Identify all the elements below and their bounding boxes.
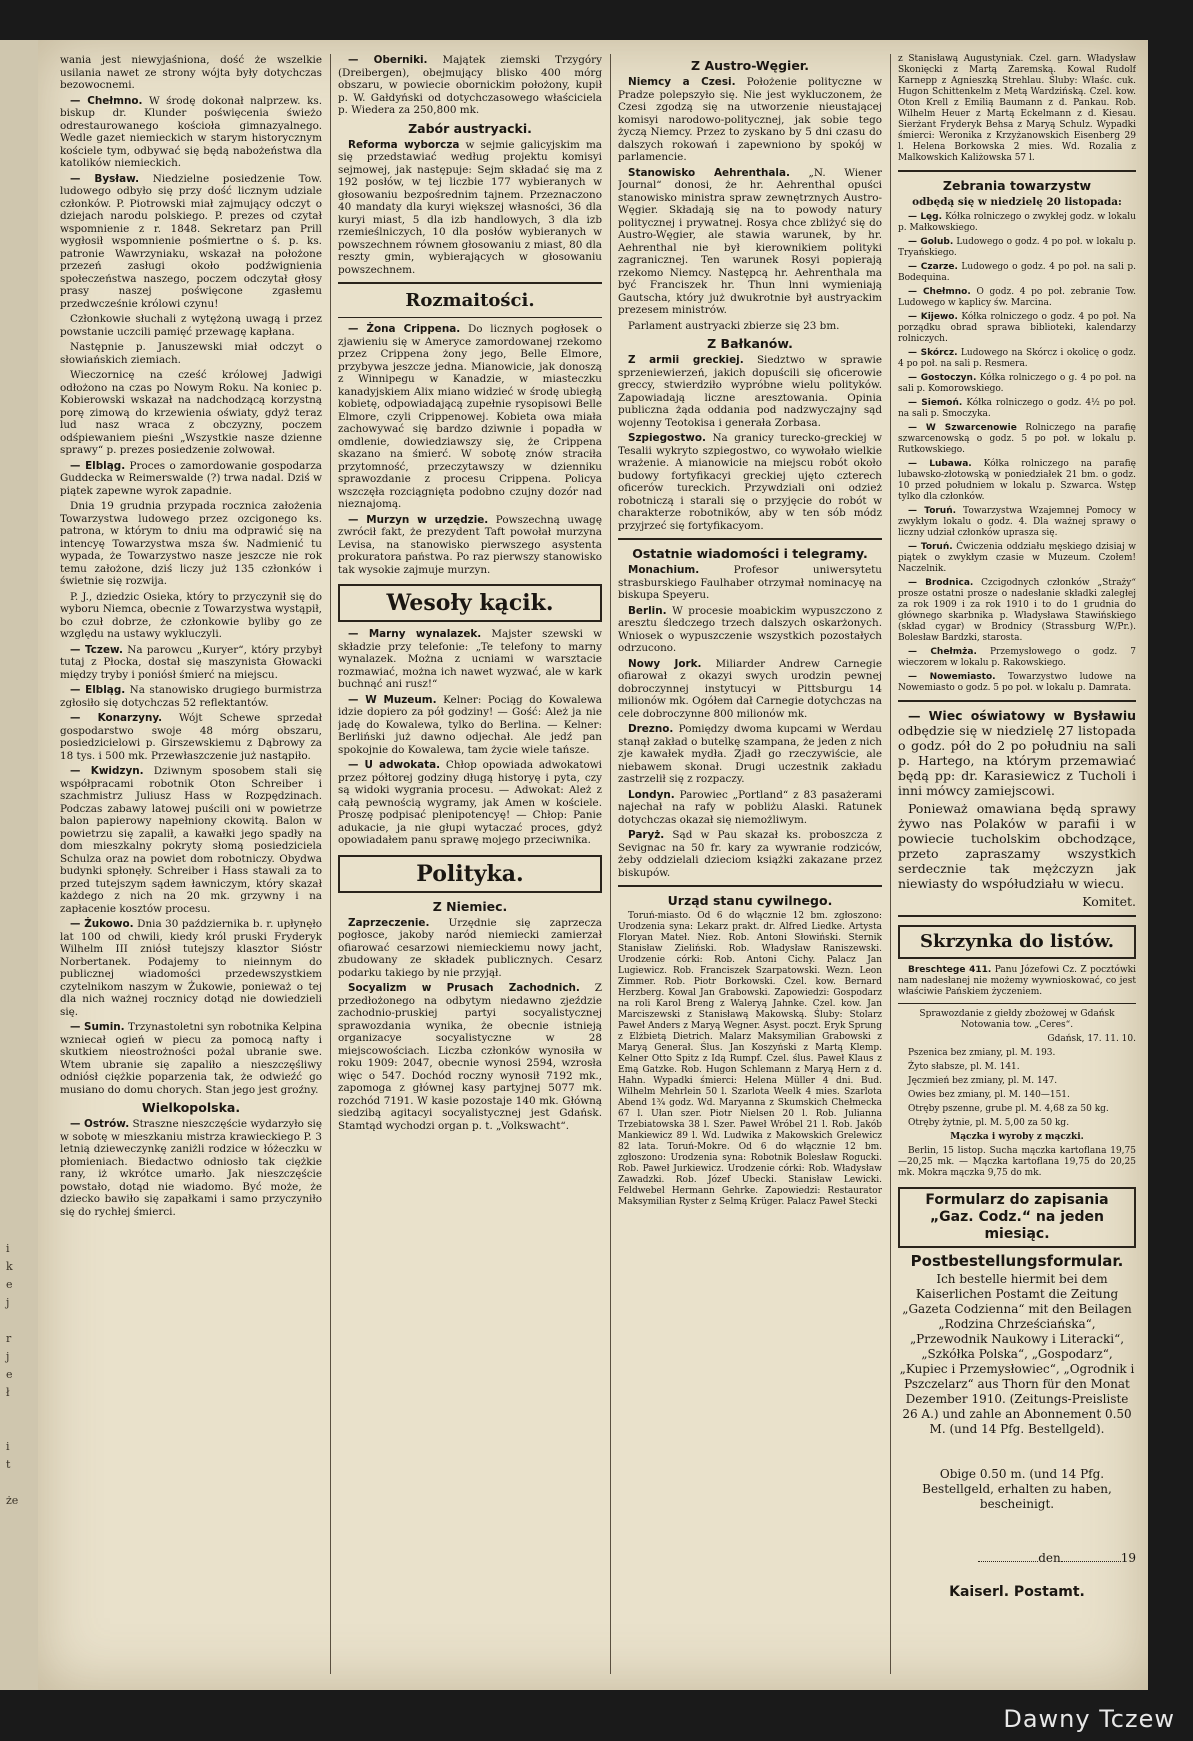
article-text: W środę dokonał nalprzew. ks. biskup dr. Klunder poświęcenia świeżo odrestaurowanego kościoła gimnazyalnego. Wedle gazet niemieckich w starym historycznym kościele tym, odbywać się będą nabożeństwa dla katolików niemieckich. bbox=[60, 94, 322, 169]
article-title: Stanowisko Aehrenthala. bbox=[628, 166, 790, 179]
meeting-item bbox=[898, 672, 1136, 694]
place-name: — Sumin. bbox=[70, 1021, 125, 1033]
divider bbox=[898, 170, 1136, 172]
meeting-text: Towarzystwo ludowe na Nowemiasto o godz. 5 po poł. w lokalu p. Damrata. bbox=[898, 671, 1136, 693]
subscription-form-title: Formularz do zapisania „Gaz. Codz.“ na jeden miesiąc. bbox=[898, 1187, 1136, 1248]
meeting-text: Kółka rolniczego na parafię lubawsko-złotowską w poniedziałek 21 bm. o godz. 10 przed południem w lokalu p. Szwarca. Wstęp tylko dla członków. bbox=[898, 458, 1136, 502]
place-name: — Lęg. bbox=[908, 211, 943, 222]
post-office-stamp: Kaiserl. Postamt. bbox=[949, 1584, 1085, 1600]
notice bbox=[898, 708, 1136, 798]
divider bbox=[618, 538, 882, 540]
article-text: Członkowie słuchali z wytężoną uwagą i przez powstanie uczcili pamięć przewagę kapłana. bbox=[60, 313, 322, 338]
article bbox=[60, 1021, 322, 1096]
article bbox=[60, 712, 322, 762]
article-text: Parlament austryacki zbierze się 23 bm. bbox=[628, 319, 840, 332]
article bbox=[60, 918, 322, 1018]
article-text: Położenie polityczne w Pradze polepszyło się. Nie jest wykluczonem, że Czesi zgodzą się na utworzenie nieustającej komisyi narodowo-politycznej, jak sobie tego życzą Niemcy. Przez to zyskano by 5 dni czasu do dalszych rokowań i zapewniono by spokój w parlamencie. bbox=[618, 76, 882, 163]
section-heading: Urząd stanu cywilnego. bbox=[667, 893, 833, 908]
exchange-date: Gdańsk, 17. 11. 10. bbox=[1047, 1033, 1136, 1044]
place-name: — Elbląg. bbox=[70, 684, 126, 696]
article-text: Straszne nieszczęście wydarzyło się w sobotę w mieszkaniu mistrza krawieckiego P. 3 letnią dzieweczynkę zaniżli rodzice w łóżeczku w płomieniach. Biedactwo odniosło tak ciężkie rany, iż wkrótce umarło. Jak nieszczęście powstało, dotąd nie wiadomo. Być może, że dziecko bawiło się zapałkami i samo przyczyniło się do rychłej śmierci. bbox=[60, 1118, 322, 1218]
blank-line bbox=[978, 1561, 1038, 1562]
notice-text: Ponieważ omawiana będą sprawy żywo nas Polaków w parafii i w powiecie tucholskim obchodzące, przeto zapraszamy wszystkich serdecznie tak mężczyzn jak niewiasty do współudziału w wiecu. bbox=[898, 800, 1136, 891]
civil-registry-text: z Stanisławą Augustyniak. Czel. garn. Władysław Skonięcki z Martą Zaremską. Kowal Rudolf Karnepp z Agnieszką Strehlau. Śluby: Właśc. cuk. Hugon Schittenkelm z Metą Wardzińską. Czel. kow. Oton Krell z Emilią Baumann z d. Pankau. Rob. Wilhelm Heuer z Martą Eckelmann z d. Kiesau. Sierżant Fryderyk Behsa z Maryą Schulz. Wypadki śmierci: Weronika z Krzyżanowskich Eisenberg 29 l. Helena Borkowska 2 mies. Wd. Rozalia z Malkowskich Kaliżowska 57 l. bbox=[898, 54, 1136, 163]
exchange-row: Pszenica bez zmiany, pl. M. 193. bbox=[908, 1047, 1056, 1058]
form-heading: Postbestellungsformular. bbox=[910, 1251, 1124, 1270]
article bbox=[618, 76, 882, 164]
meeting-text: O godz. 4 po poł. zebranie Tow. Ludowego w kaplicy św. Marcina. bbox=[898, 286, 1136, 308]
article bbox=[60, 460, 322, 498]
meeting-text: Rolniczego na parafię szwarcenowską o godz. 5 po poł. w lokalu p. Rutkowskiego. bbox=[898, 422, 1136, 455]
article bbox=[338, 514, 602, 577]
place-name: — Tczew. bbox=[70, 643, 123, 656]
article-title: Socyalizm w Prusach Zachodnich. bbox=[348, 982, 580, 994]
article bbox=[618, 564, 882, 602]
article-text: w sejmie galicyjskim ma się przedstawiać według projektu komisyi sejmowej, jak następuje: Sejm składać się ma z 192 posłów, w tej liczbie 177 wybieranych w głosowaniu bezpośrednim tajnem. Przeznaczono 40 mandaty dla kuryi większej własności, 36 dla kuryi miast, 5 dla izb handlowych, 3 dla izb rzemieślniczych, 10 dla posłów wybieranych w powszechnem równem głosowaniu z miast, 80 dla reszty gmin, wybierających w głosowaniu powszechnem. bbox=[338, 138, 602, 276]
article bbox=[60, 765, 322, 915]
letter-item bbox=[898, 965, 1136, 998]
meeting-item bbox=[898, 647, 1136, 669]
article bbox=[338, 139, 602, 277]
meeting-text: Ćwiczenia oddziału męskiego dzisiaj w piątek o zwykłym czasie w Muzeum. Czołem! Naczelnik. bbox=[898, 541, 1136, 574]
article-text: Siedztwo w sprawie sprzeniewierzeń, jakich dopuścili się oficerowie greccy, stwierdziło wypróbne wielu polityków. Zapowiadają liczne aresztowania. Opinia publiczna żąda oddania pod nadzwyczajny sąd wojenny Teotokisa i generała Zorbasa. bbox=[618, 354, 882, 429]
article-text: Dziwnym sposobem stali się współpracami robotnik Oton Schreiber i szachmistrz Juliusz Hass w Rozpędzinach. Podczas zabawy latowej puścili oni w powietrze balon papierowy napełniony ckowitą. Balon w powietrzu się zapalił, a kawałki jego spadły na dom mieszkalny pokryty słomą posiedziciela Schulza oraz na powiet dom robotniczy. Obydwa budynki spłonęły. Schreiber i Hass stawali za to przed tutejszym sądem ławniczym, który skazał każdego z nich na 20 mk. grzywny i na zapłacenie kosztów procesu. bbox=[60, 765, 322, 915]
article-text: Na granicy turecko-greckiej w Tesalii wykryto szpiegostwo, co wywołało wielkie wrażenie. A mianowicie na miejscu robót około budowy fortyfikacyi greckiej ujęto czterech oficerów tureckich. Przywdziali oni odzież robotniczą i starali się o przyjęcie do robót w charakterze robotników, aby w ten sób módz przyjrzeć się fortyfikacyom. bbox=[618, 432, 882, 532]
article-text: Sąd w Pau skazał ks. proboszcza z Sevignac na 50 fr. kary za wywranie rodziców, żeby oddzielali dzieciom książki zakazane przez biskupów. bbox=[618, 829, 882, 879]
article-text: Pomiędzy dwoma kupcami w Werdau stanął zakład o butelkę szampana, że jeden z nich zje kawałek mydła. Zjadł go rzeczywiście, ale niebawem skonał. Drugi uczestnik zakładu zastrzelił się z rozpaczy. bbox=[618, 723, 882, 785]
meeting-item bbox=[898, 542, 1136, 575]
article bbox=[618, 432, 882, 532]
article-text: Dnia 30 października b. r. upłynęło lat 100 od chwili, kiedy król pruski Fryderyk Wilhelm III zniósł tutejszy klasztor Sióstr Norbertanek. Podajemy to nieinnym do publicznej wiadomości przedewszystkiem czytelnikom naszym w Żukowie, ponieważ o tej dla nich ważnej rocznicy dotąd nie dowiedzieli się. bbox=[60, 918, 322, 1018]
article-text: Kelner: Pociąg do Kowalewa idzie dopiero za pół godziny! — Gość: Ależ ja nie jadę do Kowalewa, tylko do Berlina. — Kelner: Berliński już dawno odjechał. Ale jedź pan spokojnie do Kowalewa, tam życie wiele tańsze. bbox=[338, 693, 602, 756]
flour-text: Berlin, 15 listop. Sucha mączka kartoflana 19,75—20,25 mk. — Mączka kartoflana 19,75 do 20,25 mk. Mokra mączka 9,75 do mk. bbox=[898, 1145, 1136, 1178]
divider bbox=[338, 317, 602, 318]
place-name: — Czarze. bbox=[908, 261, 958, 272]
article bbox=[618, 658, 882, 721]
place-name: Monachium. bbox=[628, 564, 700, 576]
article bbox=[618, 789, 882, 827]
article-text: Parowiec „Portland“ z 83 pasażerami najechał na rafy w pobliżu Alaski. Ratunek dotychczas okazał się niemożliwym. bbox=[618, 788, 882, 826]
meeting-item bbox=[898, 287, 1136, 309]
exchange-row: Jęczmień bez zmiany, pl. M. 147. bbox=[908, 1075, 1058, 1086]
notice-signature: Komitet. bbox=[1082, 893, 1136, 909]
form-date-label: den bbox=[1038, 1550, 1061, 1565]
exchange-row: Żyto słabsze, pl. M. 141. bbox=[908, 1061, 1020, 1072]
article-text: Majątek ziemski Trzygóry (Dreibergen), obejmujący blisko 400 mórg obszaru, w powiecie obornickim położony, kupił p. W. Gałdyński od dotychczasowego właściciela p. Wiedera za 250,800 mk. bbox=[338, 54, 602, 116]
article-text: Wieczornicę na cześć królowej Jadwigi odłożono na czas po Nowym Roku. Na koniec p. Kobierowski wskazał na nadchodzącą korzystną porę zimową do krzewienia oświaty, gdyż teraz lud nasz wraca z obczyzny, poczem odśpiewaniem pieśni „Wszystkie nasze dzienne sprawy“ p. prezes posiedzenie zolwował. bbox=[60, 369, 322, 456]
meeting-item bbox=[898, 578, 1136, 644]
place-name: — Chełmża. bbox=[908, 646, 977, 657]
column-2 bbox=[338, 54, 602, 1679]
subsection-heading: Z Niemiec. bbox=[432, 898, 508, 914]
meeting-item bbox=[898, 262, 1136, 284]
meeting-item bbox=[898, 373, 1136, 395]
article bbox=[618, 829, 882, 879]
article-title: — Murzyn w urzędzie. bbox=[348, 513, 489, 526]
article-text: Wójt Schewe sprzedał gospodarstwo swoje 48 mórg obszaru, posiedzicielowi p. Girszewskiemu z Dąbrowy za 18 tys. i 500 mk. Przewłaszczenie już nastąpiło. bbox=[60, 712, 322, 762]
place-name: Nowy Jork. bbox=[628, 657, 702, 670]
section-heading-boxed: Wesoły kącik. bbox=[338, 584, 602, 622]
article-title: Reforma wyborcza bbox=[348, 138, 460, 151]
exchange-row: Otręby pszenne, grube pl. M. 4,68 za 50 kg. bbox=[908, 1103, 1109, 1114]
column-rule bbox=[610, 54, 611, 1674]
article bbox=[618, 605, 882, 655]
article bbox=[338, 694, 602, 757]
meeting-item bbox=[898, 506, 1136, 539]
divider bbox=[898, 700, 1136, 702]
meeting-text: Ludowego na Skórcz i okolicę o godz. 4 po poł. na sali p. Resmera. bbox=[898, 347, 1136, 369]
form-text: Ich bestelle hiermit bei dem Kaiserlichen Postamt die Zeitung „Gazeta Codzienna“ mit den Beilagen „Rodzina Chrześciańska“, „Przewodnik Naukowy i Literacki“, „Szkółka Polska“, „Gospodarz“, „Kupiec i Przemysłowiec“, „Ogrodnik i Pszczelarz“ aus Thorn für den Monat Dezember 1910. (Zeitungs-Preisliste 26 A.) und zahle an Abonnement 0.50 M. (und 14 Pfg. Bestellgeld). bbox=[899, 1271, 1135, 1436]
article bbox=[60, 684, 322, 709]
meeting-item bbox=[898, 398, 1136, 420]
meeting-text: Kółka rolniczego o godz. 4½ po poł. na sali p. Smoczyka. bbox=[898, 397, 1136, 419]
meeting-item bbox=[898, 423, 1136, 456]
article bbox=[618, 167, 882, 317]
meetings-intro: odbędą się w niedzielę 20 listopada: bbox=[912, 196, 1122, 208]
place-name: — Bysław. bbox=[70, 172, 140, 185]
letter-text: Panu Józefowi Cz. Z pocztówki nam nadesłanej nie możemy wywnioskować, co jest właściwie Pańskiem życzeniem. bbox=[898, 964, 1136, 997]
article-text: Do licznych pogłosek o zjawieniu się w Ameryce zamordowanej rzekomo przez Crippena żony jego, Belle Elmore, przybywa jeszcze jedna. Mianowicie, jak donoszą z Winnipegu w Kanadzie, w miasteczku kanadyjskiem Alix miano widzieć w środę ubiegłą kobietę, odpowiadającą zupełnie rysopisowi Belle Elmore, czyli Crippenowej. Kobieta owa miała zachowywać się bardzo dziwnie i popadła w omdlenie, dowiedziawszy się, że Crippena skazano na śmierć. W sobotę znów straciła przytomność, przeczytawszy w dzienniku sprawozdanie z procesu Crippena. Policya wszczęła rozciągnięta podobno czujny dozór nad nieznajomą. bbox=[338, 323, 602, 510]
flour-heading: Mączka i wyroby z mączki. bbox=[950, 1131, 1084, 1142]
article bbox=[338, 628, 602, 691]
article-title: — Marny wynalazek. bbox=[348, 628, 482, 640]
place-name: — W Szwarcenowie bbox=[908, 422, 1017, 433]
place-name: — Chełmno. bbox=[70, 94, 143, 107]
column-rule bbox=[890, 54, 891, 1674]
meeting-item bbox=[898, 348, 1136, 370]
adjacent-page-letters: i k e j r j e ł i t że bbox=[6, 1242, 19, 1507]
article bbox=[338, 54, 602, 117]
divider bbox=[898, 1003, 1136, 1004]
section-heading-boxed: Skrzynka do listów. bbox=[898, 925, 1136, 959]
article bbox=[60, 644, 322, 682]
article-text: Powszechną uwagę zwrócił fakt, że prezydent Taft powołał murzyna Levisa, na stanowisko pierwszego asystenta prokuratora państwa. Po raz pierwszy stanowisko tak wysokie zajmuje murzyn. bbox=[338, 513, 602, 576]
notice-text: odbędzie się w niedzielę 27 listopada o godz. pół do 2 po południu na sali p. Hartego, na którym przemawiać będą pp: dr. Karasiewicz z Tucholi i inni mówcy zamiejscowi. bbox=[898, 722, 1136, 798]
article bbox=[60, 173, 322, 311]
article-text: Na parowcu „Kuryer“, który przybył tutaj z Płocka, dostał się maszynista Głowacki między tryby i poniósł śmierć na miejscu. bbox=[60, 643, 322, 681]
form-confirmation: Obige 0.50 m. (und 14 Pfg. Bestellgeld, erhalten zu haben, bescheinigt. bbox=[922, 1466, 1112, 1511]
article-title: — U adwokata. bbox=[348, 759, 441, 771]
section-heading: Wielkopolska. bbox=[141, 1100, 241, 1115]
place-name: — Gostoczyn. bbox=[908, 372, 977, 383]
place-name: — Skórcz. bbox=[908, 347, 958, 358]
place-name: — Kwidzyn. bbox=[70, 765, 144, 777]
exchange-row: Otręby żytnie, pl. M. 5,00 za 50 kg. bbox=[908, 1117, 1070, 1128]
newspaper-page bbox=[38, 40, 1148, 1690]
meeting-item bbox=[898, 312, 1136, 345]
place-name: — Konarzyny. bbox=[70, 712, 163, 724]
meeting-item bbox=[898, 237, 1136, 259]
article-title: — Żona Crippena. bbox=[348, 323, 461, 335]
article-title: Zaprzeczenie. bbox=[348, 916, 430, 929]
place-name: — Kijewo. bbox=[908, 311, 958, 322]
article bbox=[338, 982, 602, 1132]
column-1 bbox=[60, 54, 322, 1679]
column-3 bbox=[618, 54, 882, 1679]
place-name: Berlin. bbox=[628, 604, 667, 617]
blank-line bbox=[1061, 1561, 1121, 1562]
place-name: — Nowemiasto. bbox=[908, 671, 996, 682]
form-signature-line bbox=[898, 1552, 1136, 1565]
place-name: — Toruń. bbox=[908, 541, 953, 552]
section-heading: Zebrania towarzystw bbox=[942, 178, 1092, 193]
place-name: Londyn. bbox=[628, 788, 675, 801]
place-name: — Siemoń. bbox=[908, 397, 963, 408]
subsection-heading: Z Bałkanów. bbox=[707, 336, 793, 351]
place-name: — Elbląg. bbox=[70, 459, 126, 472]
article bbox=[618, 354, 882, 429]
place-name: — Oberniki. bbox=[348, 54, 428, 66]
meeting-text: Czcigodnych członków „Straży“ prosze ostatni prosze o nadesłanie składki zaległej za rok 1909 i za rok 1910 i to do 1 grudnia do głównego skarbnika p. Władysława Stawińskiego (skład cygar) w Brodnicy (Strassburg W/Pr.). Bolesław Bardzki, starosta. bbox=[898, 577, 1136, 643]
place-name: — Toruń. bbox=[908, 505, 957, 516]
article-text: „N. Wiener Journal“ donosi, że hr. Aehrenthal opuści stanowisko ministra spraw zewnętrznych Austro-Węgier. Składają się na to powody natury politycznej i prywatnej. Rosya chce zbliżyć się do Austro-Węgier, ale stawia warunek, by hr. Aehrenthal nie był kierownikiem polityki zagranicznej. Ten warunek Rosyi popierają rzekomo Niemcy. Następcą hr. Aehrenthala ma być Franciszek hr. Thun lnni wymieniają Gautscha, który już dwukrotnie był austryackim prezesem ministrów. bbox=[618, 166, 882, 316]
section-heading: Ostatnie wiadomości i telegramy. bbox=[632, 546, 868, 561]
article-text: Na stanowisko drugiego burmistrza zgłosiło się dotychczas 52 reflektantów. bbox=[60, 684, 322, 709]
watermark-text: Dawny Tczew bbox=[1003, 1705, 1175, 1733]
article-text: Niedzielne posiedzenie Tow. ludowego odbyło się przy dość licznym udziale członków. P. Piotrowski miał zajmujący odczyt o dziejach narodu polskiego. P. prezes od czytał wspomnienie z r. 1848. Sekretarz pan Prill wygłosił wspomnienie pośmiertne o ś. p. ks. patronie Wawrzyniaku, wskazał na położone przezeń zasługi około podźwignienia społeczeństwa naszego, poczem odczytał głosy prasy naszej poświęcone zgasłemu przedwcześnie królowi czynu! bbox=[60, 172, 322, 310]
column-rule bbox=[330, 54, 331, 1674]
meeting-item bbox=[898, 212, 1136, 234]
article-text: Z przedłożonego na odbytym niedawno zjeździe zachodnio-pruskiej partyi socyalistycznej sprawozdania wynika, że obecnie istnieją organizacye socyalistyczne w 28 miejscowościach. Liczba członków wynosiła w roku 1909: 2047, obecnie wynosi 2594, wzrosła więc o 547. Dochód roczny wynosił 7192 mk., zapomoga z głównej kasy partyjnej 5077 mk. rozchód 7191. W kasie pozostaje 140 mk. Główną siedzibą agitacyi socyalistycznej jest Gdańsk. Stamtąd wychodzi organ p. t. „Volkswacht“. bbox=[338, 982, 602, 1132]
place-name: — Brodnica. bbox=[908, 577, 974, 588]
place-name: Drezno. bbox=[628, 723, 674, 735]
divider bbox=[338, 282, 602, 284]
article-text: P. J., dziedzic Osieka, który to przyczynił się do wyboru Niemca, obecnie z Towarzystwa wystąpił, bo czuł dobrze, że członkowie byliby go ze względu na ustawy wykluczyli. bbox=[60, 590, 322, 640]
article-text: Majster szewski w składzie przy telefonie: „Te telefony to marny wynalazek. Można z ucniami w warsztacie rozmawiać, można ich nawet wyzwać, ale w kark buchnąć ani rusz!“ bbox=[338, 628, 602, 690]
article-text: wania jest niewyjaśniona, dość że wszelkie usilania nawet ze strony wójta były dotychczas bezowocnemi. bbox=[60, 54, 322, 91]
meeting-text: Kółka rolniczego o zwykłej godz. w lokalu p. Małkowskiego. bbox=[898, 211, 1136, 233]
article bbox=[338, 323, 602, 511]
place-name: — Żukowo. bbox=[70, 918, 134, 930]
article bbox=[338, 759, 602, 847]
exchange-rows bbox=[898, 1048, 1136, 1129]
place-name: — Lubawa. bbox=[908, 458, 972, 469]
article bbox=[60, 95, 322, 170]
meeting-text: Ludowego o godz. 4 po poł. w lokalu p. Tryańskiego. bbox=[898, 236, 1136, 258]
section-heading: Zabór austryacki. bbox=[408, 120, 532, 136]
notice-title: — Wiec oświatowy w Bysławiu bbox=[908, 707, 1136, 723]
article-text: Miliarder Andrew Carnegie ofiarował z okazyi swych urodzin pewnej dobroczynnej instytucyi w Pittsburgu 14 milionów mk. Ogółem dał Carnegie dotychczas na cele dobroczynne 800 milionów mk. bbox=[618, 657, 882, 720]
article-title: Szpiegostwo. bbox=[628, 432, 706, 444]
article-text: Chłop opowiada adwokatowi przez półtorej godziny długą historyę i pyta, czy są widoki wygrania procesu. — Adwokat: Ależ z całą pewnością wygramy, jak Amen w kościele. Proszę podpisać plenipotencyę! — Chłop: Panie adukacie, ja nie głupi wytaczać proces, gdyż opowiadałem panu sprawę mojego przeciwnika. bbox=[338, 759, 602, 846]
subsection-heading: Z Austro-Węgier. bbox=[691, 58, 809, 73]
article-title: Niemcy a Czesi. bbox=[628, 76, 736, 88]
place-name: — Chełmno. bbox=[908, 286, 971, 297]
section-heading: Rozmaitości. bbox=[405, 290, 535, 311]
article bbox=[338, 917, 602, 980]
article bbox=[618, 723, 882, 786]
meeting-text: Kółka rolniczego o godz. 4 po poł. Na porządku obrad sprawa biblioteki, kalendarzy rolniczych. bbox=[898, 311, 1136, 344]
article-text: Trzynastoletni syn robotnika Kelpina wzniecał ogień w piecu za pomocą nafty i skutkiem nieostrożności pożal ubranie swe. Wtem ubranie się zapaliło a nieszczęśliwy odniósł ciężkie poparzenia tak, że odwieźć go musiano do domu chorych. Stan jego jest groźny. bbox=[60, 1021, 322, 1096]
recipient-name: Breschtege 411. bbox=[908, 964, 992, 975]
section-heading-boxed: Polityka. bbox=[338, 855, 602, 893]
article-text: Następnie p. Januszewski miał odczyt o słowiańskich ziemiach. bbox=[60, 341, 322, 366]
place-name: — Golub. bbox=[908, 236, 954, 247]
article-text: Proces o zamordowanie gospodarza Guddecka w Reimerswalde (?) trwa nadal. Dziś w piątek zapewne wyrok zapadnie. bbox=[60, 459, 322, 497]
adjacent-page-strip bbox=[0, 40, 40, 1690]
divider bbox=[618, 885, 882, 887]
meeting-text: Przemysłowego o godz. 7 wieczorem w lokalu p. Rakowskiego. bbox=[898, 646, 1136, 668]
article bbox=[60, 1118, 322, 1218]
article-title: Z armii greckiej. bbox=[628, 354, 744, 366]
meeting-text: Kółka rolniczego o g. 4 po poł. na sali p. Komorowskiego. bbox=[898, 372, 1136, 394]
form-year-label: 19 bbox=[1120, 1550, 1136, 1565]
article-title: — W Muzeum. bbox=[348, 693, 437, 706]
article-text: Profesor uniwersytetu strasburskiego Faulhaber otrzymał nominacyę na biskupa Speyeru. bbox=[618, 564, 882, 601]
divider bbox=[898, 915, 1136, 917]
article-text: Urzędnie się zaprzecza pogłosce, jakoby naród niemiecki zamierzał ofiarować cesarzowi niemieckiemu nowy jacht, zbudowany ze składek publicznych. Cesarz podarku takiego by nie przyjął. bbox=[338, 916, 602, 979]
meeting-text: Towarzystwa Wzajemnej Pomocy w zwykłym lokalu o godz. 4. Dla ważnej sprawy o liczny udział członków uprasza się. bbox=[898, 505, 1136, 538]
exchange-heading: Sprawozdanie z giełdy zbożowej w Gdańsk Notowania tow. „Ceres“. bbox=[919, 1008, 1115, 1030]
article-text: W procesie moabickim wypuszczono z aresztu śledczego trzech dalszych oskarżonych. Wniosek o wypuszczenie wszystkich pozostałych odrzucono. bbox=[618, 604, 882, 654]
place-name: Paryż. bbox=[628, 829, 665, 841]
article-text: Dnia 19 grudnia przypada rocznica założenia Towarzystwa ludowego przez ozcigonego ks. patrona, w którym to dniu ma odprawić się na intencyę Towarzystwa msza św. Nadmienić tu wypada, że Towarzystwo nasze jeszcze nie rok temu założone, dziś liczy już 135 członków i świetnie się rozwija. bbox=[60, 500, 322, 587]
civil-registry-text: Toruń-miasto. Od 6 do włącznie 12 bm. zgłoszono: Urodzenia syna: Lekarz prakt. dr. Alfred Liedke. Artysta Floryan Mateł. Niez. Rob. Antoni Słowiński. Sternik Stanisław Zieliński. Rob. Władysław Raniszewski. Urodzenie córki: Rob. Antoni Cichy. Palacz Jan Lugiewicz. Rob. Franciszek Szarpatowski. Wezn. Leon Zimmer. Rob. Piotr Borkowski. Czel. kow. Bernard Herzberg. Kowal Jan Grabowski. Zapowiedzi: Gospodarz na roli Karol Breng z Waleryą Jahnke. Czel. kow. Jan Marciszewski z Stanisławą Makowską. Śluby: Stolarz Paweł Anders z Maryą Wegner. Asyst. poczt. Eryk Sprung z Elżbietą Dietrich. Malarz Maksymilian Grabowski z Maryą Generał. Ślus. Jan Koszyński z Martą Klemp. Kelner Otto Spitz z Idą Rumpf. Czel. ślus. Paweł Klaus z Emą Gatzke. Rob. Hugon Schlemann z Maryą Hern z d. Hahn. Wypadki śmierci: Helena Müller 4 dni. Bud. Wilhelm Mehrlein 50 l. Szarlota Weelk 4 mies. Szarlota Abend 1¾ godz. Wd. Maryanna z Skumskich Chełmecka 67 l. Ułan szer. Piotr Nielsen 20 l. Rob. Julianna Trzebiatowska 38 l. Szer. Paweł Wróbel 21 l. Rob. Jakób Mankiewicz 89 l. Wd. Ludwika z Makowskich Grelewicz 82 lata. Toruń-Mokre. Od 6 do włącznie 12 bm. zgłoszono: Urodzenia syna: Robotnik Bolesław Rogucki. Rob. Paweł Jurkiewicz. Urodzenie córki: Rob. Władysław Zawadzki. Rob. Józef Ubecki. Stanisław Lewicki. Feldwebel Hermann Gehrke. Zapowiedzi: Restaurator Maksymilian Ryster z Selmą Krüger. Palacz Paweł Stecki bbox=[618, 911, 882, 1207]
meeting-item bbox=[898, 459, 1136, 503]
meeting-text: Ludowego o godz. 4 po poł. na sali p. Bodequina. bbox=[898, 261, 1136, 283]
column-4 bbox=[898, 54, 1136, 1679]
place-name: — Ostrów. bbox=[70, 1118, 130, 1130]
exchange-row: Owies bez zmiany, pl. M. 140—151. bbox=[908, 1089, 1070, 1100]
